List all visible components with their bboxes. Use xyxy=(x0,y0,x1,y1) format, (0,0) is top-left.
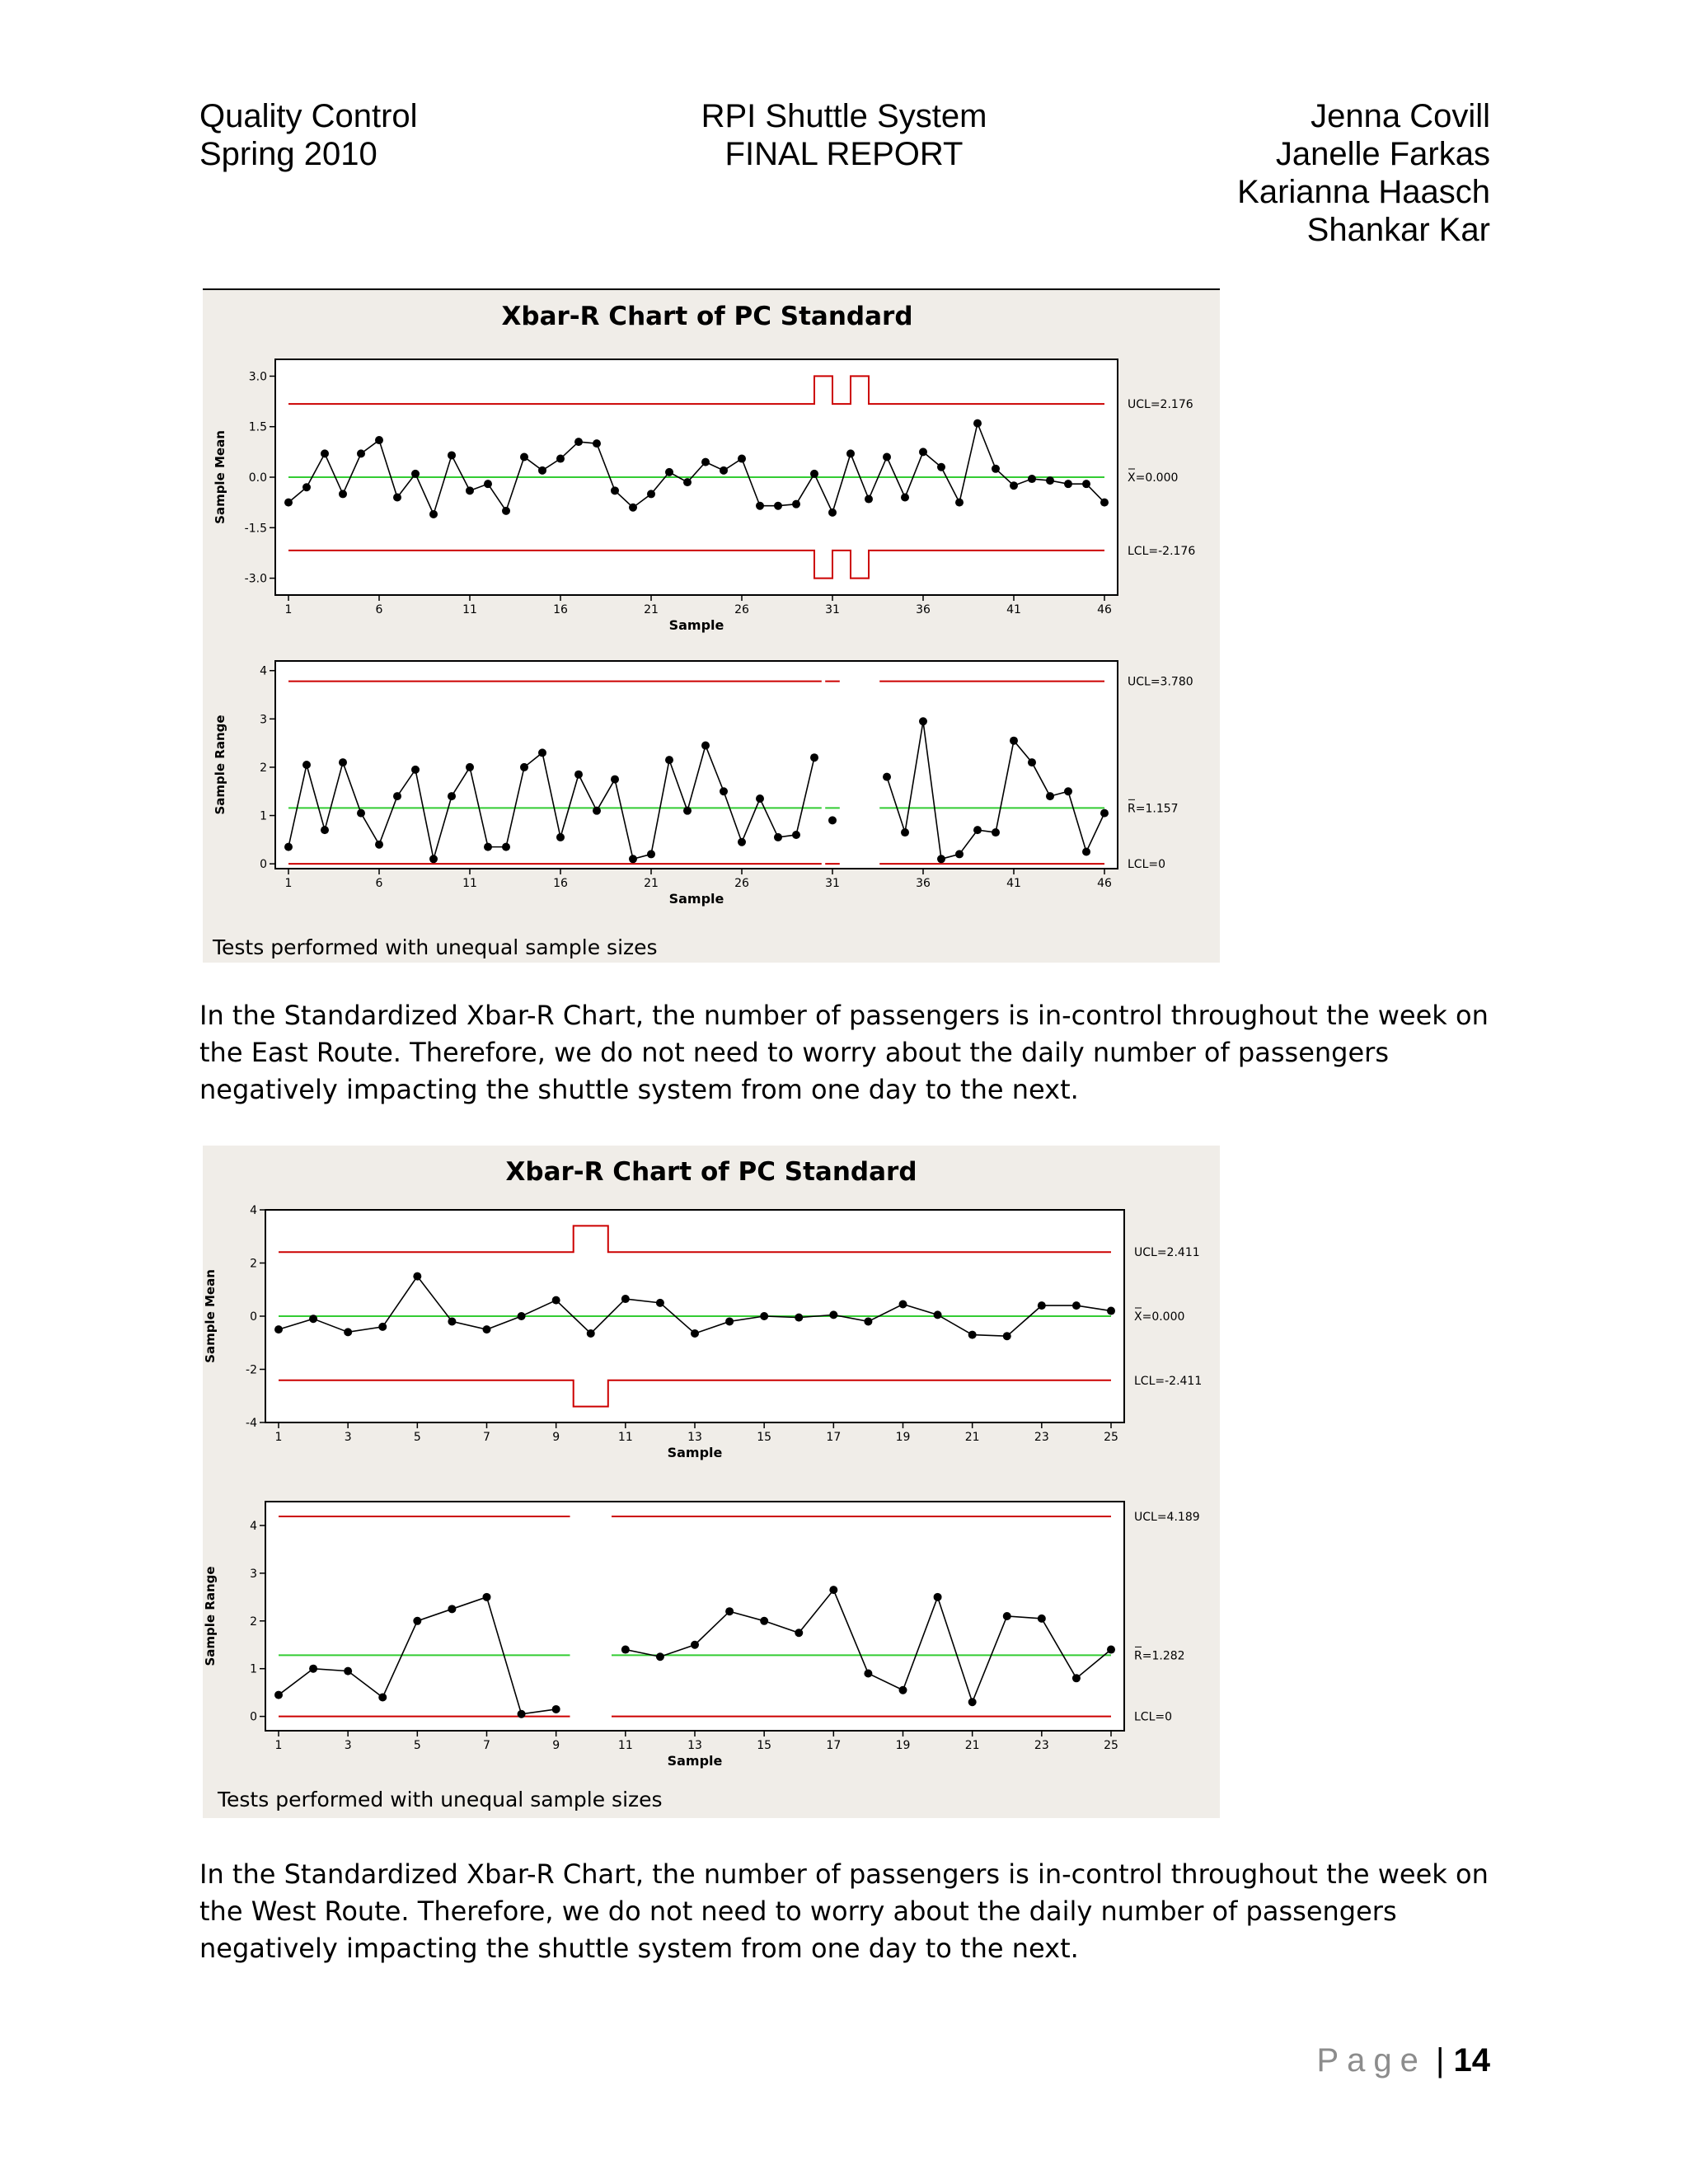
xbar-data-point xyxy=(484,480,492,488)
xbar-data-point xyxy=(774,502,782,510)
xbar-xtick-label: 46 xyxy=(1097,603,1112,616)
range-xtick-label: 7 xyxy=(483,1739,490,1752)
unequal-sample-note: Tests performed with unequal sample sizes xyxy=(218,1788,663,1811)
xbar-data-point xyxy=(393,494,401,502)
xbar-data-point xyxy=(665,468,673,476)
xbar-center-label: X=0.000 xyxy=(1134,1310,1185,1324)
range-xtick-label: 41 xyxy=(1006,877,1021,890)
xbar-data-point xyxy=(1082,480,1090,488)
xbar-xtick-label: 26 xyxy=(734,603,749,616)
page-footer xyxy=(1316,2042,1490,2079)
range-data-point xyxy=(556,833,565,841)
xbar-ytick-label: 0.0 xyxy=(248,471,267,485)
xbar-data-point xyxy=(720,466,728,475)
range-data-point xyxy=(466,763,474,771)
range-ytick-label: 3 xyxy=(260,713,267,727)
range-yaxis-label: Sample Range xyxy=(203,1566,218,1666)
xbar-r-chart-west xyxy=(203,1146,1220,1818)
xbar-data-point xyxy=(552,1296,560,1305)
xbar-xtick-label: 6 xyxy=(375,603,383,616)
xbar-xtick-label: 41 xyxy=(1006,603,1021,616)
xbar-ytick-label: 2 xyxy=(250,1257,257,1271)
header-author: Shankar Kar xyxy=(1306,212,1490,248)
range-center-label: R=1.157 xyxy=(1128,802,1179,816)
xbar-data-point xyxy=(466,486,474,494)
xbar-data-point xyxy=(1100,499,1109,507)
range-data-point xyxy=(829,1586,837,1594)
range-data-point xyxy=(1064,787,1072,795)
range-data-point xyxy=(1038,1615,1046,1623)
xbar-lcl-label: LCL=-2.411 xyxy=(1134,1374,1203,1388)
west-route-paragraph: In the Standardized Xbar-R Chart, the number of passengers is in-control throughout the week on the West Route. Therefore, we do not need to worry about the daily number of passengers negatively impacting the shuttle system from one day to the next. xyxy=(199,1858,1489,1964)
range-data-point xyxy=(1107,1646,1115,1654)
xbar-data-point xyxy=(864,1317,872,1325)
xbar-ytick-label: 0 xyxy=(250,1310,257,1324)
xbar-xtick-label: 9 xyxy=(552,1431,560,1444)
xbar-data-point xyxy=(756,502,764,510)
range-xaxis-label: Sample xyxy=(668,891,724,907)
xbar-ytick-label: 4 xyxy=(250,1204,257,1217)
xbar-data-point xyxy=(829,1310,837,1319)
range-data-point xyxy=(538,748,546,757)
xbar-data-point xyxy=(937,463,945,471)
range-data-point xyxy=(901,828,909,837)
xbar-data-point xyxy=(629,504,637,512)
range-ucl-label: UCL=3.780 xyxy=(1128,675,1193,689)
xbar-data-point xyxy=(574,438,583,446)
range-data-point xyxy=(484,843,492,851)
xbar-data-point xyxy=(1046,476,1054,485)
xbar-lcl-label: LCL=-2.176 xyxy=(1128,544,1196,558)
xbar-data-point xyxy=(683,478,692,486)
xbar-data-point xyxy=(309,1315,317,1323)
range-data-point xyxy=(502,843,510,851)
range-xtick-label: 15 xyxy=(757,1739,772,1752)
xbar-xtick-label: 3 xyxy=(344,1431,352,1444)
range-data-point xyxy=(756,794,764,803)
range-xtick-label: 36 xyxy=(916,877,931,890)
range-data-point xyxy=(937,855,945,863)
xbar-xtick-label: 13 xyxy=(687,1431,702,1444)
range-data-point xyxy=(647,850,655,858)
range-data-point xyxy=(1072,1674,1081,1682)
xbar-data-point xyxy=(413,1272,421,1281)
header-report-title xyxy=(701,97,987,173)
range-data-point xyxy=(656,1652,664,1661)
header-authors xyxy=(1237,97,1490,249)
xbar-data-point xyxy=(448,451,456,459)
xbar-data-point xyxy=(792,500,800,509)
range-data-point xyxy=(629,855,637,863)
range-data-point xyxy=(1046,792,1054,800)
range-data-point xyxy=(574,771,583,779)
range-data-point xyxy=(1082,847,1090,855)
range-xtick-label: 25 xyxy=(1104,1739,1118,1752)
range-data-point xyxy=(309,1665,317,1673)
range-ytick-label: 4 xyxy=(250,1519,257,1533)
range-data-point xyxy=(955,850,964,858)
page-label: Page xyxy=(1316,2042,1427,2079)
xbar-data-point xyxy=(973,419,982,428)
xbar-ytick-label: -1.5 xyxy=(244,522,267,536)
xbar-data-point xyxy=(520,452,528,461)
range-data-point xyxy=(448,1605,456,1613)
range-ytick-label: 0 xyxy=(250,1710,257,1724)
xbar-data-point xyxy=(302,483,311,491)
xbar-xtick-label: 1 xyxy=(284,603,293,616)
range-data-point xyxy=(968,1698,977,1706)
range-xtick-label: 13 xyxy=(687,1739,702,1752)
xbar-data-point xyxy=(378,1323,387,1331)
xbar-data-point xyxy=(502,507,510,515)
xbar-ytick-label: 1.5 xyxy=(248,420,267,434)
header-course-name: Quality Control xyxy=(199,98,418,134)
range-data-point xyxy=(720,787,728,795)
xbar-xtick-label: 23 xyxy=(1034,1431,1049,1444)
range-data-point xyxy=(1003,1612,1011,1620)
page-number: 14 xyxy=(1453,2042,1490,2079)
xbar-data-point xyxy=(593,439,601,448)
range-data-point xyxy=(760,1617,768,1625)
range-data-point xyxy=(284,843,293,851)
xbar-data-point xyxy=(284,499,293,507)
range-xtick-label: 1 xyxy=(274,1739,283,1752)
range-xtick-label: 23 xyxy=(1034,1739,1049,1752)
xbar-data-point xyxy=(992,465,1000,473)
range-data-point xyxy=(344,1667,352,1675)
range-data-point xyxy=(1100,809,1109,818)
xbar-xtick-label: 21 xyxy=(964,1431,980,1444)
range-xtick-label: 21 xyxy=(644,877,659,890)
xbar-ytick-label: 3.0 xyxy=(248,370,267,384)
range-data-point xyxy=(883,773,891,781)
xbar-xtick-label: 7 xyxy=(483,1431,490,1444)
xbar-data-point xyxy=(1028,475,1036,483)
range-data-point xyxy=(701,742,710,750)
range-data-point xyxy=(302,761,311,769)
xbar-xtick-label: 25 xyxy=(1104,1431,1118,1444)
range-data-point xyxy=(828,816,837,824)
range-data-point xyxy=(429,855,438,863)
range-data-point xyxy=(725,1607,734,1615)
range-data-point xyxy=(934,1593,942,1601)
header-course xyxy=(199,97,418,173)
xbar-data-point xyxy=(1038,1301,1046,1310)
range-data-point xyxy=(357,809,365,818)
xbar-data-point xyxy=(1072,1301,1081,1310)
xbar-ucl-label: UCL=2.411 xyxy=(1134,1246,1200,1260)
range-ytick-label: 2 xyxy=(260,761,267,775)
xbar-data-point xyxy=(810,470,818,478)
range-xtick-label: 26 xyxy=(734,877,749,890)
range-data-point xyxy=(738,838,746,846)
header-author: Karianna Haasch xyxy=(1237,174,1490,210)
xbar-r-chart-east xyxy=(203,288,1220,963)
range-data-point xyxy=(795,1629,803,1637)
xbar-ytick-label: -3.0 xyxy=(244,572,267,586)
xbar-data-point xyxy=(411,470,420,478)
range-xtick-label: 17 xyxy=(826,1739,842,1752)
xbar-data-point xyxy=(556,455,565,463)
range-data-point xyxy=(518,1710,526,1718)
range-ytick-label: 1 xyxy=(260,809,267,823)
xbar-data-point xyxy=(725,1317,734,1325)
xbar-data-point xyxy=(1064,480,1072,488)
xbar-xtick-label: 16 xyxy=(553,603,568,616)
xbar-xtick-label: 31 xyxy=(825,603,840,616)
xbar-data-point xyxy=(538,466,546,475)
range-xtick-label: 9 xyxy=(552,1739,560,1752)
xbar-data-point xyxy=(828,509,837,517)
xbar-data-point xyxy=(955,499,964,507)
range-ytick-label: 4 xyxy=(260,664,267,678)
xbar-xtick-label: 19 xyxy=(895,1431,911,1444)
xbar-xtick-label: 1 xyxy=(274,1431,283,1444)
xbar-xtick-label: 11 xyxy=(617,1431,633,1444)
xbar-data-point xyxy=(611,486,619,494)
range-data-point xyxy=(483,1593,491,1601)
xbar-xtick-label: 11 xyxy=(462,603,477,616)
range-data-point xyxy=(520,763,528,771)
range-data-point xyxy=(792,831,800,839)
xbar-data-point xyxy=(483,1325,491,1333)
xbar-data-point xyxy=(865,495,873,504)
xbar-ytick-label: -4 xyxy=(246,1417,257,1430)
xbar-data-point xyxy=(934,1310,942,1319)
xbar-data-point xyxy=(621,1295,630,1303)
range-data-point xyxy=(375,841,383,849)
range-ucl-label: UCL=4.189 xyxy=(1134,1511,1200,1525)
range-ytick-label: 1 xyxy=(250,1662,257,1676)
range-xtick-label: 21 xyxy=(964,1739,980,1752)
range-ytick-label: 2 xyxy=(250,1615,257,1629)
xbar-data-point xyxy=(899,1300,907,1308)
range-data-point xyxy=(274,1691,283,1699)
xbar-xaxis-label: Sample xyxy=(667,1445,723,1460)
xbar-data-point xyxy=(656,1299,664,1307)
range-data-point xyxy=(593,807,601,815)
range-data-point xyxy=(919,717,927,725)
xbar-data-point xyxy=(919,448,927,456)
xbar-data-point xyxy=(274,1325,283,1333)
range-data-point xyxy=(683,807,692,815)
range-data-point xyxy=(393,792,401,800)
xbar-data-point xyxy=(448,1317,456,1325)
range-data-point xyxy=(621,1646,630,1654)
xbar-ucl-label: UCL=2.176 xyxy=(1128,398,1193,412)
range-plot-area xyxy=(275,661,1118,869)
xbar-data-point xyxy=(339,490,347,498)
xbar-data-point xyxy=(1010,481,1018,490)
range-xtick-label: 1 xyxy=(284,877,293,890)
range-data-point xyxy=(774,833,782,841)
range-data-point xyxy=(339,758,347,766)
xbar-data-point xyxy=(846,449,855,457)
range-xtick-label: 11 xyxy=(617,1739,633,1752)
xbar-center-label: X=0.000 xyxy=(1128,471,1179,485)
xbar-xtick-label: 17 xyxy=(826,1431,842,1444)
xbar-data-point xyxy=(587,1329,595,1338)
chart-title: Xbar-R Chart of PC Standard xyxy=(505,1157,917,1187)
header-semester: Spring 2010 xyxy=(199,136,377,172)
unequal-sample-note: Tests performed with unequal sample sizes xyxy=(213,935,658,959)
range-data-point xyxy=(611,776,619,784)
xbar-r-chart-west-svg xyxy=(203,1146,1220,1818)
range-xtick-label: 3 xyxy=(344,1739,352,1752)
header-author: Janelle Farkas xyxy=(1275,136,1490,172)
xbar-data-point xyxy=(901,494,909,502)
range-data-point xyxy=(810,753,818,762)
range-xtick-label: 46 xyxy=(1097,877,1112,890)
xbar-data-point xyxy=(321,449,329,457)
xbar-data-point xyxy=(883,452,891,461)
xbar-data-point xyxy=(1003,1332,1011,1340)
xbar-data-point xyxy=(1107,1307,1115,1315)
range-yaxis-label: Sample Range xyxy=(213,715,227,815)
xbar-data-point xyxy=(357,449,365,457)
xbar-xtick-label: 36 xyxy=(916,603,931,616)
xbar-data-point xyxy=(701,458,710,466)
xbar-xtick-label: 15 xyxy=(757,1431,772,1444)
range-data-point xyxy=(413,1617,421,1625)
xbar-xaxis-label: Sample xyxy=(668,617,724,633)
range-ytick-label: 3 xyxy=(250,1567,257,1581)
range-data-point xyxy=(378,1693,387,1701)
range-data-point xyxy=(1010,737,1018,745)
xbar-data-point xyxy=(429,510,438,518)
xbar-data-point xyxy=(968,1331,977,1339)
xbar-data-point xyxy=(518,1312,526,1320)
range-xtick-label: 31 xyxy=(825,877,840,890)
range-xtick-label: 5 xyxy=(413,1739,421,1752)
header-report-type: FINAL REPORT xyxy=(724,136,964,172)
xbar-data-point xyxy=(760,1312,768,1320)
xbar-data-point xyxy=(691,1329,699,1338)
range-data-point xyxy=(411,766,420,774)
range-data-point xyxy=(448,792,456,800)
header-project-name: RPI Shuttle System xyxy=(701,98,987,134)
xbar-xtick-label: 21 xyxy=(644,603,659,616)
range-center-label: R=1.282 xyxy=(1134,1649,1185,1663)
range-xtick-label: 6 xyxy=(375,877,383,890)
range-xaxis-label: Sample xyxy=(667,1753,723,1769)
xbar-r-chart-east-svg xyxy=(203,290,1220,963)
header-author: Jenna Covill xyxy=(1311,98,1490,134)
range-plot-area xyxy=(265,1502,1124,1731)
xbar-data-point xyxy=(795,1314,803,1322)
range-data-point xyxy=(864,1670,872,1678)
range-xtick-label: 11 xyxy=(462,877,477,890)
xbar-xtick-label: 5 xyxy=(413,1431,421,1444)
xbar-data-point xyxy=(344,1328,352,1336)
range-lcl-label: LCL=0 xyxy=(1134,1710,1173,1724)
xbar-yaxis-label: Sample Mean xyxy=(203,1269,218,1363)
range-data-point xyxy=(552,1705,560,1713)
range-data-point xyxy=(992,828,1000,837)
xbar-data-point xyxy=(647,490,655,498)
range-data-point xyxy=(321,826,329,834)
range-data-point xyxy=(899,1686,907,1694)
page-separator: | xyxy=(1435,2042,1454,2079)
range-lcl-label: LCL=0 xyxy=(1128,858,1166,872)
xbar-data-point xyxy=(375,436,383,444)
xbar-ytick-label: -2 xyxy=(246,1363,257,1377)
range-data-point xyxy=(973,826,982,834)
range-ytick-label: 0 xyxy=(260,858,267,872)
range-data-point xyxy=(665,756,673,764)
range-xtick-label: 16 xyxy=(553,877,568,890)
chart-title: Xbar-R Chart of PC Standard xyxy=(501,302,913,331)
range-xtick-label: 19 xyxy=(895,1739,911,1752)
range-data-point xyxy=(691,1641,699,1649)
east-route-paragraph: In the Standardized Xbar-R Chart, the number of passengers is in-control throughout the week on the East Route. Therefore, we do not need to worry about the daily number of passengers negatively impacting the shuttle system from one day to the next. xyxy=(199,1000,1489,1105)
xbar-data-point xyxy=(738,455,746,463)
xbar-yaxis-label: Sample Mean xyxy=(213,430,227,524)
range-data-point xyxy=(1028,758,1036,766)
